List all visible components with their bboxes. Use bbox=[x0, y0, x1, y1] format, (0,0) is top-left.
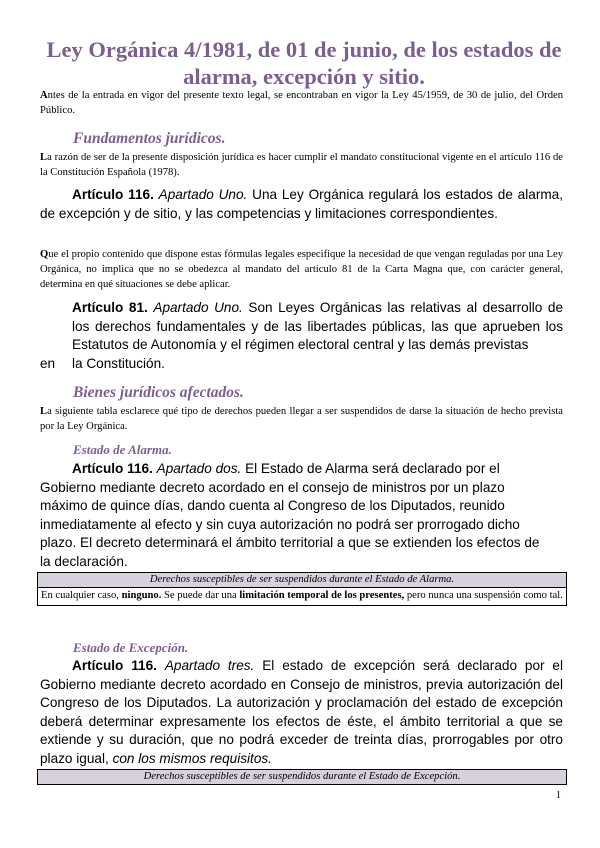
article-116-tres-tail: con los mismos requisitos. bbox=[112, 750, 272, 766]
intro-text: ntes de la entrada en vigor del presente texto legal, se encontraban en vigor la Ley 45/1959, de 30 de julio, del Orden Público. bbox=[40, 90, 563, 116]
excepcion-rights-table bbox=[37, 769, 567, 785]
page-number: 1 bbox=[556, 790, 561, 801]
article-81-sub: Apartado Uno. bbox=[153, 300, 243, 315]
bienes-text: a siguiente tabla esclarece qué tipo de derechos pueden llegar a ser suspendidos de darse la situación de hecho prevista por la Ley Orgánica. bbox=[40, 406, 563, 432]
organica-paragraph bbox=[40, 247, 563, 292]
document-title: Ley Orgánica 4/1981, de 01 de junio, de los estados de alarma, excepción y sitio. bbox=[46, 37, 562, 89]
alarma-cell-pre: En cualquier caso, bbox=[41, 590, 119, 601]
alarma-cell-strong1: ninguno. bbox=[121, 590, 162, 601]
article-116-uno-text: Una Ley Orgánica regulará los estados de alarma, de excepción y de sitio, y las competencias y limitaciones correspondientes. bbox=[40, 187, 564, 221]
bienes-dropcap: L bbox=[40, 406, 48, 417]
article-81-end: la Constitución. bbox=[72, 355, 165, 371]
article-81-en: en bbox=[40, 355, 56, 371]
intro-paragraph bbox=[40, 88, 563, 118]
article-116-dos bbox=[40, 460, 540, 571]
organica-text: ue el propio contenido que dispone estas fórmulas legales especifique la necesidad de que vengan reguladas por una Ley Orgánica, no implica que no se obedezca al mandato del artículo 81 de la Carta Magna que, con carácter general, determina en qué situaciones se debe aplicar. bbox=[40, 249, 563, 290]
article-116-tres-label: Artículo 116. bbox=[72, 658, 157, 673]
heading-excepcion: Estado de Excepción. bbox=[73, 640, 189, 655]
article-116-uno-sub: Apartado Uno. bbox=[158, 187, 248, 202]
heading-fundamentos: Fundamentos jurídicos. bbox=[73, 130, 226, 147]
organica-dropcap: Q bbox=[40, 249, 49, 260]
article-116-tres-sub: Apartado tres. bbox=[164, 658, 255, 673]
fundamentos-paragraph bbox=[40, 150, 563, 180]
article-81-body bbox=[72, 299, 563, 355]
article-116-uno-label: Artículo 116. bbox=[72, 187, 154, 202]
fundamentos-text: a razón de ser de la presente disposición jurídica es hacer cumplir el mandato constitucional vigente en el artículo 116 de la Constitución Española (1978). bbox=[40, 152, 563, 178]
article-116-dos-sub: Apartado dos. bbox=[156, 461, 242, 476]
heading-bienes: Bienes jurídicos afectados. bbox=[73, 384, 244, 401]
intro-dropcap: A bbox=[40, 90, 48, 101]
article-81-text: Son Leyes Orgánicas las relativas al desarrollo de los derechos fundamentales y de las libertades públicas, las que aprueben los Estatutos de Autonomía y el régimen electoral central y las demás previstas bbox=[72, 300, 564, 352]
excepcion-table-header: Derechos susceptibles de ser suspendidos durante el Estado de Excepción. bbox=[38, 770, 566, 784]
article-81 bbox=[40, 299, 563, 373]
article-81-last-line bbox=[40, 355, 563, 374]
alarma-table-cell bbox=[38, 588, 566, 605]
article-116-tres-text: El estado de excepción será declarado por el Gobierno mediante decreto acordado en Consejo de ministros, previa autorización del Congreso de los Diputados. La autorización y proclamación del estado de excepción deberá determinar expresamente los efectos de éste, el ámbito territorial a que se extiende y su duración, que no podrá exceder de treinta días, prorrogables por otro plazo igual, bbox=[40, 658, 564, 766]
alarma-cell-mid: Se puede dar una bbox=[164, 590, 237, 601]
alarma-cell-post: pero nunca una suspensión como tal. bbox=[406, 590, 563, 601]
article-116-uno bbox=[40, 186, 563, 223]
bienes-paragraph bbox=[40, 404, 563, 434]
fundamentos-dropcap: L bbox=[40, 152, 48, 163]
article-116-dos-text: El Estado de Alarma será declarado por el Gobierno mediante decreto acordado en el consejo de ministros por un plazo máximo de quince días, dando cuenta al Congreso de los Diputados, reunido inmediatamente al efecto y sin cuya autorización no podrá ser prorrogado dicho plazo. El decreto determinará el ámbito territorial a que se extienden los efectos de la declaración. bbox=[40, 461, 540, 569]
article-116-tres bbox=[40, 657, 563, 768]
alarma-cell-strong2: limitación temporal de los presentes, bbox=[239, 590, 405, 601]
alarma-table-header: Derechos susceptibles de ser suspendidos durante el Estado de Alarma. bbox=[38, 573, 566, 588]
alarma-rights-table bbox=[37, 572, 567, 606]
heading-alarma: Estado de Alarma. bbox=[73, 442, 172, 457]
article-116-dos-label: Artículo 116. bbox=[72, 461, 153, 476]
article-81-label: Artículo 81. bbox=[72, 300, 148, 315]
